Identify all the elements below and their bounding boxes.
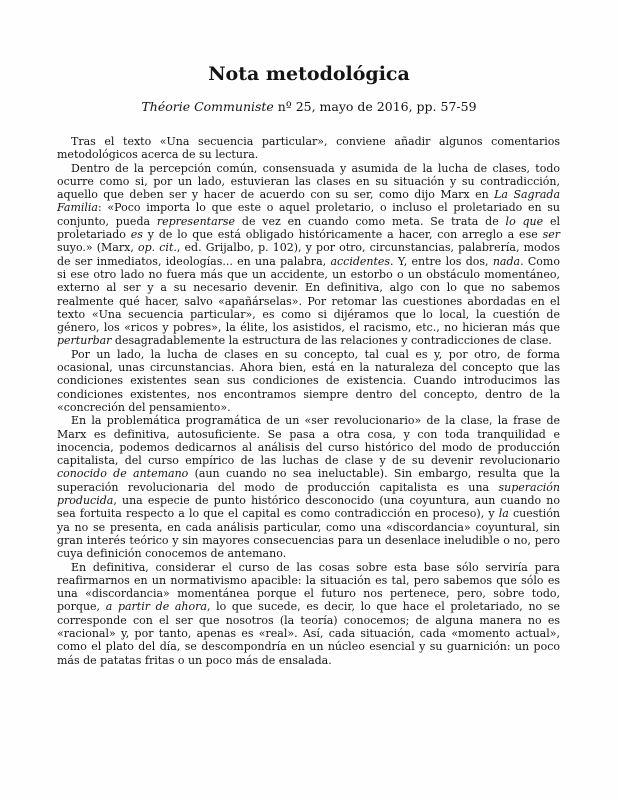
paragraph [57, 135, 560, 162]
paragraph [57, 162, 560, 348]
text-run: . Como si ese otro lado no fuera más que un accidente, un estorbo o un obstáculo momentáneo, externo al ser y a su necesario devenir. En definitiva, algo con lo que no sabemos realmente qué hacer, salvo «apañárselas». Por retomar las cuestiones abordadas en el texto «Una secuencia particular», es como si dijéramos que lo local, la cuestión de género, los «ricos y pobres», la élite, los asistidos, el racismo, etc., no hicieran más que [57, 254, 560, 335]
italic-text-run: perturbar [57, 334, 112, 348]
italic-text-run: lo que [505, 214, 544, 228]
text-run: . Y, entre los dos, [390, 254, 493, 268]
italic-text-run: es [130, 228, 143, 242]
text-run: cuestión ya no se presenta, en cada análisis particular, como una «discordancia» coyuntural, sin gran interés teórico y sin mayores consecuencias para un desenlace ineludible o no, pero cuya definición conocemos de antemano. [57, 507, 560, 561]
text-run: , lo que sucede, es decir, lo que hace el proletariado, no se corresponde con el ser que nosotros (la teoría) conocemos; de alguna manera no es «racional» y, por tanto, apenas es «real». Así, cada situación, cada «momento actual», como el plato del día, se descompondría en un núcleo esencial y su guarnición: un poco más de patatas fritas o un poco más de ensalada. [57, 600, 560, 667]
italic-text-run: La Sagrada Familia [57, 188, 560, 215]
text-run: Dentro de la percepción común, consensuada y asumida de la lucha de clases, todo ocurre como si, por un lado, estuvieran las clases en su situación y su contradicción, aquello que deben ser y hacer de acuerdo con su ser, como dijo Marx en [57, 161, 560, 202]
text-run: En definitiva, considerar el curso de las cosas sobre esta base sólo serviría para reafirmarnos en un normativismo apacible: la situación es tal, pero sabemos que sólo es una «discordancia» momentánea porque el futuro nos pertenece, pero, sobre todo, porque, [57, 560, 560, 614]
paragraph [57, 348, 560, 414]
page-title: Nota metodológica [208, 63, 410, 85]
italic-text-run: a partir de ahora [105, 600, 207, 614]
document-subtitle [0, 99, 618, 115]
italic-text-run: accidentes [330, 254, 391, 268]
text-run: , una especie de punto histórico desconocido (una coyuntura, aun cuando no sea fortuita respecto a lo que el capital es como contradicción en proceso), y [57, 494, 560, 521]
text-run: , ed. Grijalbo, p. 102), y por otro, circunstancias, palabrería, modos de ser inmediatos, ideologías... en una palabra, [57, 241, 560, 268]
issue-info: nº 25, mayo de 2016, pp. 57-59 [273, 99, 477, 114]
text-run: : «Poco importa lo que este o aquel proletario, o incluso el proletariado en su conjunto, pueda [57, 201, 560, 228]
italic-text-run: op. cit. [137, 241, 177, 255]
text-run: (aun cuando no sea ineluctable). Sin embargo, resulta que la superación revolucionaria del modo de producción capitalista es una [57, 467, 560, 494]
text-run: En la problemática programática de un «ser revolucionario» de la clase, la frase de Marx es definitiva, autosuficiente. Se pasa a otra cosa, y con toda tranquilidad e inocencia, podemos dedicarnos al análisis del curso histórico del modo de producción capitalista, del curso empírico de las luchas de clase y de su devenir revolucionario [57, 414, 560, 468]
italic-text-run: nada [492, 254, 521, 268]
text-run: y de lo que está obligado históricamente a hacer, con arreglo a ese [142, 228, 543, 242]
paragraph [57, 414, 560, 560]
italic-text-run: ser [542, 228, 560, 242]
italic-text-run: la [498, 507, 509, 521]
text-run: Tras el texto «Una secuencia particular», conviene añadir algunos comentarios metodológicos acerca de su lectura. [57, 135, 560, 162]
text-run: el proletariado [57, 214, 561, 242]
text-run: Por un lado, la lucha de clases en su concepto, tal cual es y, por otro, de forma ocasional, unas circunstancias. Ahora bien, está en la naturaleza del concepto que las condiciones existentes sean sus condiciones de existencia. Cuando introducimos las condiciones existentes, nos encontramos siempre dentro del concepto, dentro de la «concreción del pensamiento». [57, 347, 560, 414]
document-body [57, 135, 560, 667]
text-run: desagradablemente la estructura de las relaciones y contradicciones de clase. [111, 334, 552, 348]
text-run: de vez en cuando como meta. Se trata de [235, 214, 506, 228]
italic-text-run: superación producida [57, 480, 560, 508]
text-run: suyo.» (Marx, [57, 241, 138, 255]
italic-text-run: representarse [156, 214, 236, 228]
journal-name: Théorie Communiste [141, 99, 274, 114]
italic-text-run: conocido de antemano [57, 467, 189, 481]
paragraph [57, 561, 560, 667]
